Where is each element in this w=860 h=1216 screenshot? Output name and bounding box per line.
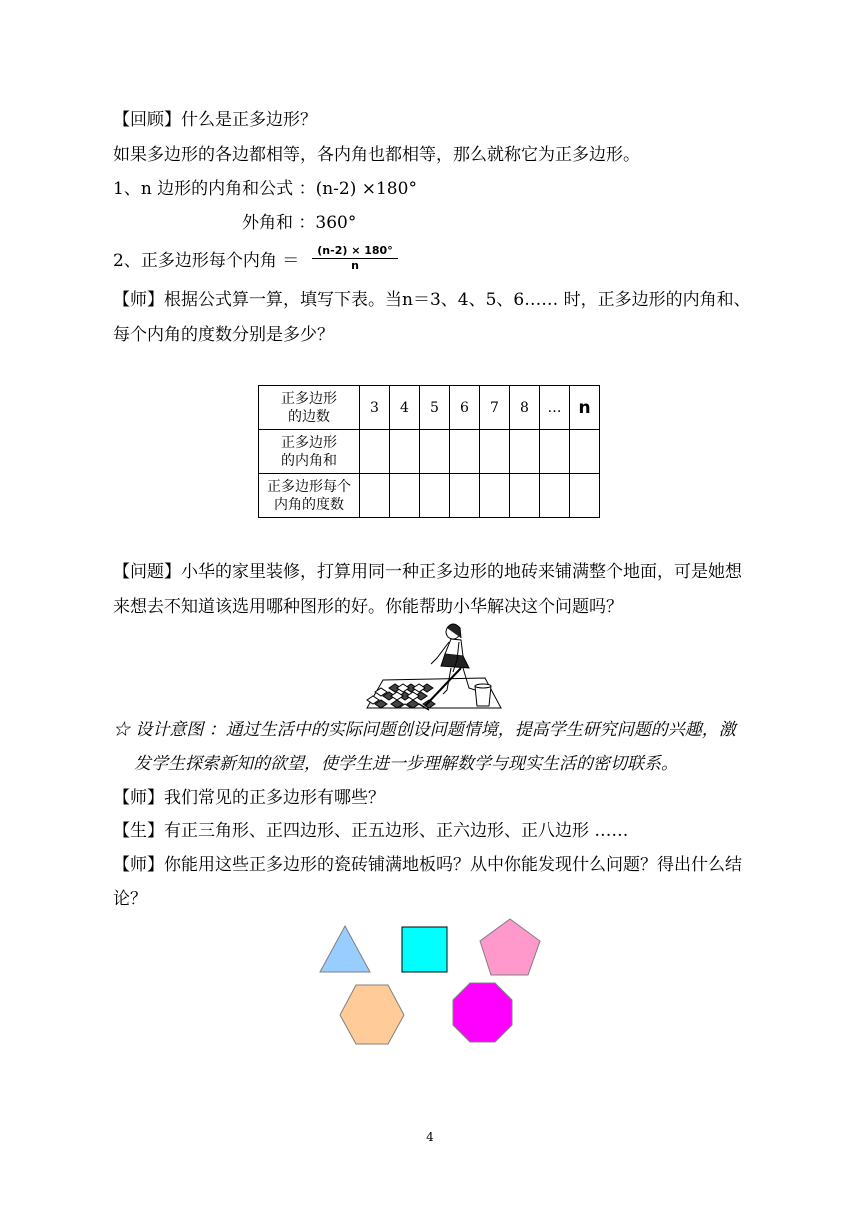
side-count-cell: 7 bbox=[480, 386, 510, 430]
pentagon-shape bbox=[480, 919, 540, 975]
teacher-question-2-line-2: 论？ bbox=[113, 889, 147, 909]
side-count-cell: 4 bbox=[390, 386, 420, 430]
row2-label-line-1: 正多边形 bbox=[281, 434, 337, 451]
review-heading: 【回顾】什么是正多边形？ bbox=[113, 110, 317, 130]
empty-cell bbox=[510, 474, 540, 518]
teacher-question: 【师】我们常见的正多边形有哪些？ bbox=[113, 788, 385, 808]
square-shape bbox=[402, 927, 447, 972]
interior-sum-formula: 1、n 边形的内角和公式 ：(n-2) ×180° bbox=[113, 179, 417, 199]
fraction-denominator: n bbox=[351, 259, 359, 272]
side-count-cell: … bbox=[540, 386, 570, 430]
fraction-numerator: (n-2) × 180° bbox=[317, 244, 393, 257]
teacher-task-line-1: 【师】根据公式算一算，填写下表。当n＝3、4、5、6…… 时，正多边形的内角和、 bbox=[113, 290, 751, 310]
empty-cell bbox=[450, 474, 480, 518]
teacher-task-line-2: 每个内角的度数分别是多少？ bbox=[113, 325, 334, 345]
empty-cell bbox=[390, 474, 420, 518]
table-header-cell bbox=[259, 386, 360, 430]
problem-line-1: 【问题】小华的家里装修，打算用同一种正多边形的地砖来铺满整个地面，可是她想 bbox=[113, 562, 742, 582]
empty-cell bbox=[390, 430, 420, 474]
row3-label-line-1: 正多边形每个 bbox=[267, 478, 351, 495]
angle-table bbox=[258, 385, 600, 518]
row2-label-line-2: 的内角和 bbox=[281, 452, 337, 469]
each-angle-formula-label: 2、正多边形每个内角 ＝ bbox=[113, 251, 300, 271]
tiling-girl-illustration bbox=[365, 620, 505, 712]
side-count-cell: 5 bbox=[420, 386, 450, 430]
empty-cell bbox=[540, 474, 570, 518]
table-row bbox=[259, 430, 600, 474]
student-answer: 【生】有正三角形、正四边形、正五边形、正六边形、正八边形 …… bbox=[113, 821, 629, 841]
page-number: 4 bbox=[426, 1130, 434, 1144]
side-count-cell: 3 bbox=[360, 386, 390, 430]
empty-cell bbox=[480, 474, 510, 518]
triangle-shape bbox=[320, 926, 370, 972]
empty-cell bbox=[420, 430, 450, 474]
teacher-question-2-line-1: 【师】你能用这些正多边形的瓷砖铺满地板吗？从中你能发现什么问题？得出什么结 bbox=[113, 855, 742, 875]
each-angle-fraction bbox=[312, 245, 398, 271]
empty-cell bbox=[540, 430, 570, 474]
empty-cell bbox=[570, 430, 600, 474]
empty-cell bbox=[360, 474, 390, 518]
definition-text: 如果多边形的各边都相等，各内角也都相等，那么就称它为正多边形。 bbox=[113, 145, 640, 165]
header-label-line-2: 的边数 bbox=[288, 408, 330, 425]
empty-cell bbox=[570, 474, 600, 518]
header-label-line-1: 正多边形 bbox=[281, 390, 337, 407]
table-row bbox=[259, 386, 600, 430]
empty-cell bbox=[480, 430, 510, 474]
design-intent-line-2: 发学生探索新知的欲望，使学生进一步理解数学与现实生活的密切联系。 bbox=[134, 754, 678, 774]
design-intent-line-1: ☆ 设计意图 ：通过生活中的实际问题创设问题情境，提高学生研究问题的兴趣，激 bbox=[113, 720, 736, 740]
side-count-cell: 6 bbox=[450, 386, 480, 430]
table-header-cell bbox=[259, 430, 360, 474]
empty-cell bbox=[510, 430, 540, 474]
empty-cell bbox=[420, 474, 450, 518]
problem-line-2: 来想去不知道该选用哪种图形的好。你能帮助小华解决这个问题吗？ bbox=[113, 597, 623, 617]
empty-cell bbox=[360, 430, 390, 474]
side-count-cell: 8 bbox=[510, 386, 540, 430]
empty-cell bbox=[450, 430, 480, 474]
hexagon-shape bbox=[340, 985, 404, 1044]
exterior-sum-formula: 外角和 ：360° bbox=[242, 213, 357, 233]
table-row bbox=[259, 474, 600, 518]
row3-label-line-2: 内角的度数 bbox=[274, 496, 344, 513]
table-header-cell bbox=[259, 474, 360, 518]
octagon-shape bbox=[453, 983, 512, 1042]
side-count-cell: n bbox=[570, 386, 600, 430]
